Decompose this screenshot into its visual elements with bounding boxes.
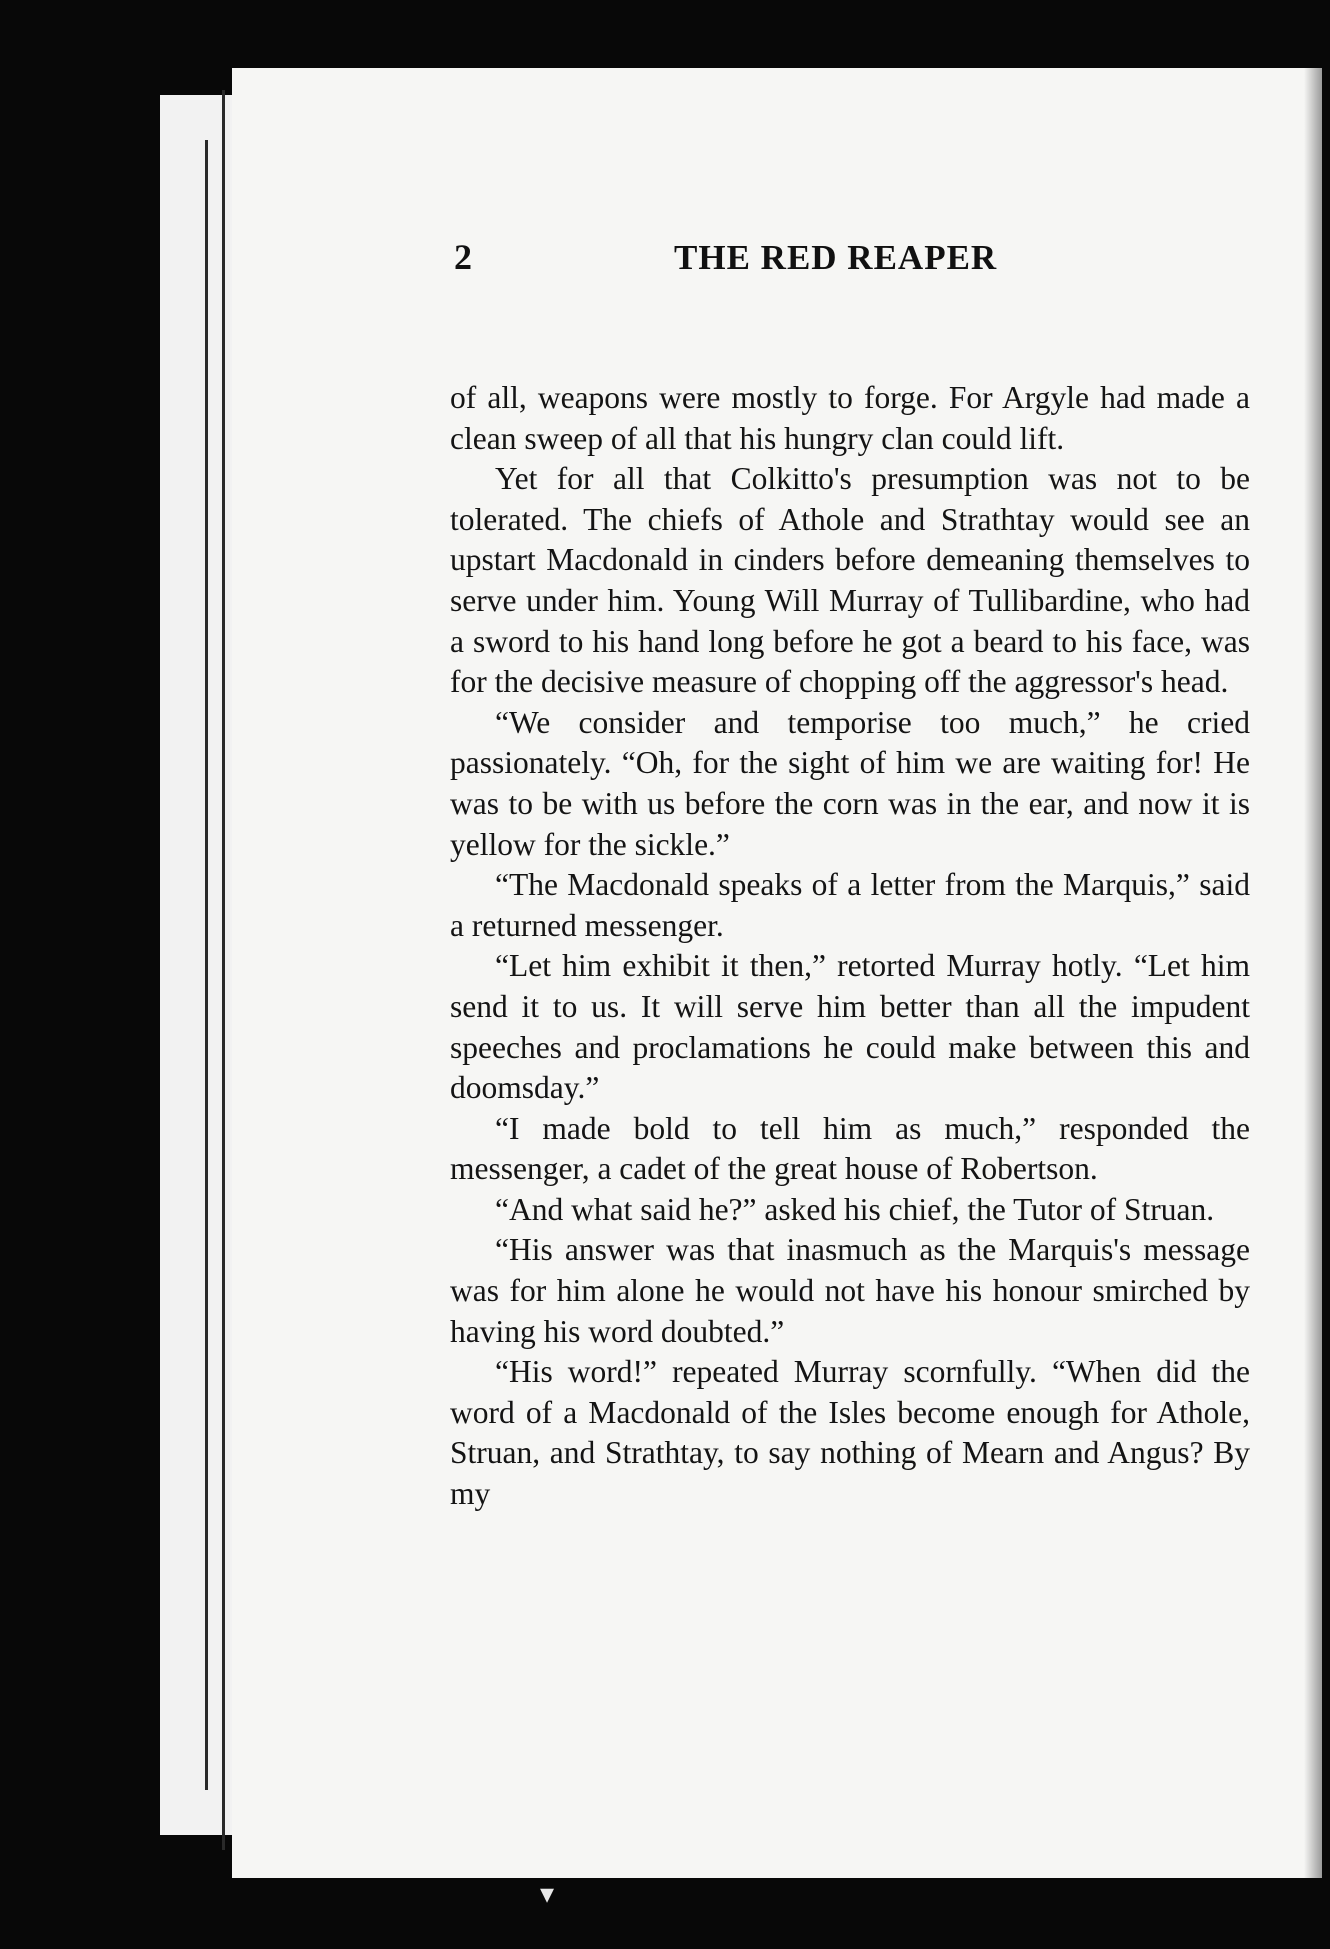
book-page-edge <box>160 95 243 1835</box>
paragraph: “His answer was that inasmuch as the Marquis's message was for him alone he would not have his honour smirched by having his word doubted.” <box>450 1232 1250 1349</box>
page-shadow <box>1304 68 1322 1878</box>
paragraph: “Let him exhibit it then,” retorted Murray hotly. “Let him send it to us. It will serve him better than all the impudent speeches and proclamations he could make between this and doomsday.” <box>450 948 1250 1106</box>
paragraph: Yet for all that Colkitto's presumption was not to be tolerated. The chiefs of Athole and Strathtay would see an upstart Macdonald in cinders before demeaning themselves to serve under him. Young Will Murray of Tullibardine, who had a sword to his hand long before he got a beard to his face, was for the decisive measure of chopping off the aggressor's head. <box>450 461 1250 700</box>
paragraph: of all, weapons were mostly to forge. For Argyle had made a clean sweep of all that his hungry clan could lift. <box>450 380 1250 456</box>
book-page <box>232 68 1322 1878</box>
spine-line <box>222 90 225 1850</box>
running-head: THE RED REAPER <box>674 238 998 277</box>
body-text <box>450 378 1250 1515</box>
paragraph: “We consider and temporise too much,” he cried passionately. “Oh, for the sight of him we are waiting for! He was to be with us before the corn was in the ear, and now it is yellow for the sickle.” <box>450 704 1250 862</box>
paragraph: “His word!” repeated Murray scornfully. “When did the word of a Macdonald of the Isles become enough for Athole, Struan, and Strathtay, to say nothing of Mearn and Angus? By my <box>450 1354 1250 1512</box>
paragraph: “The Macdonald speaks of a letter from the Marquis,” said a returned messenger. <box>450 867 1250 943</box>
page-header <box>454 236 1054 296</box>
paragraph: “I made bold to tell him as much,” responded the messenger, a cadet of the great house of Robertson. <box>450 1110 1250 1187</box>
scan-artifact-icon: ▾ <box>540 1879 555 1910</box>
page-number: 2 <box>454 237 472 277</box>
paragraph: “And what said he?” asked his chief, the Tutor of Struan. <box>495 1191 1215 1227</box>
spine-line <box>205 140 208 1790</box>
